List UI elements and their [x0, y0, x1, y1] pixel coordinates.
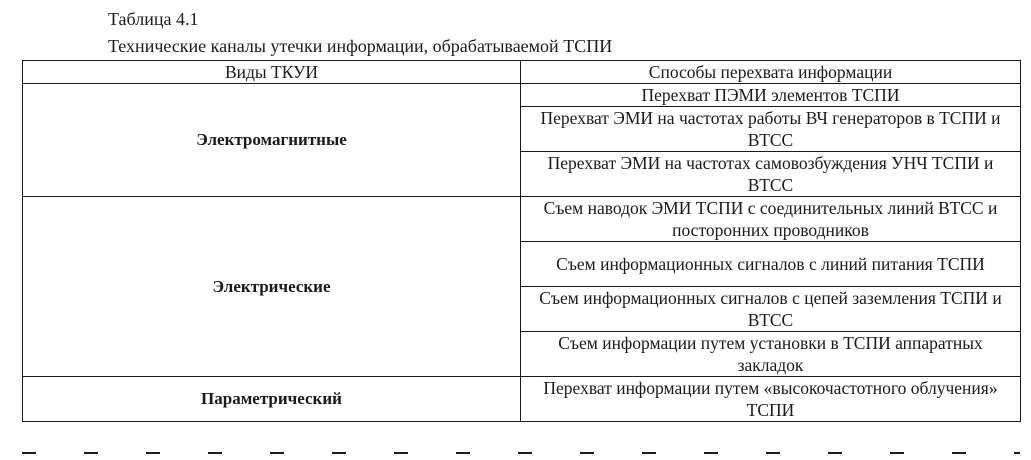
category-cell-electrical: Электрические — [23, 197, 521, 377]
method-cell: Съем информации путем установки в ТСПИ аппаратных закладок — [521, 332, 1021, 377]
method-cell: Съем наводок ЭМИ ТСПИ с соединительных линий ВТСС и посторонних проводников — [521, 197, 1021, 242]
method-cell: Перехват информации путем «высокочастотного облучения» ТСПИ — [521, 377, 1021, 422]
table-number: Таблица 4.1 — [108, 9, 199, 29]
method-cell: Перехват ЭМИ на частотах самовозбуждения УНЧ ТСПИ и ВТСС — [521, 152, 1021, 197]
method-cell: Съем информационных сигналов с линий питания ТСПИ — [521, 242, 1021, 287]
table-row — [23, 84, 1021, 107]
category-cell-parametric: Параметрический — [23, 377, 521, 422]
page-break-dashes — [22, 452, 1020, 454]
category-cell-electromagnetic: Электромагнитные — [23, 84, 521, 197]
leak-channels-table — [22, 60, 1021, 422]
table-row — [23, 197, 1021, 242]
table-header-row — [23, 61, 1021, 84]
column-header-types: Виды ТКУИ — [23, 61, 521, 84]
column-header-methods: Способы перехвата информации — [521, 61, 1021, 84]
method-cell: Перехват ЭМИ на частотах работы ВЧ генераторов в ТСПИ и ВТСС — [521, 107, 1021, 152]
method-cell: Съем информационных сигналов с цепей заземления ТСПИ и ВТСС — [521, 287, 1021, 332]
table-row — [23, 377, 1021, 422]
method-cell: Перехват ПЭМИ элементов ТСПИ — [521, 84, 1021, 107]
table-title: Технические каналы утечки информации, обрабатываемой ТСПИ — [108, 36, 613, 56]
